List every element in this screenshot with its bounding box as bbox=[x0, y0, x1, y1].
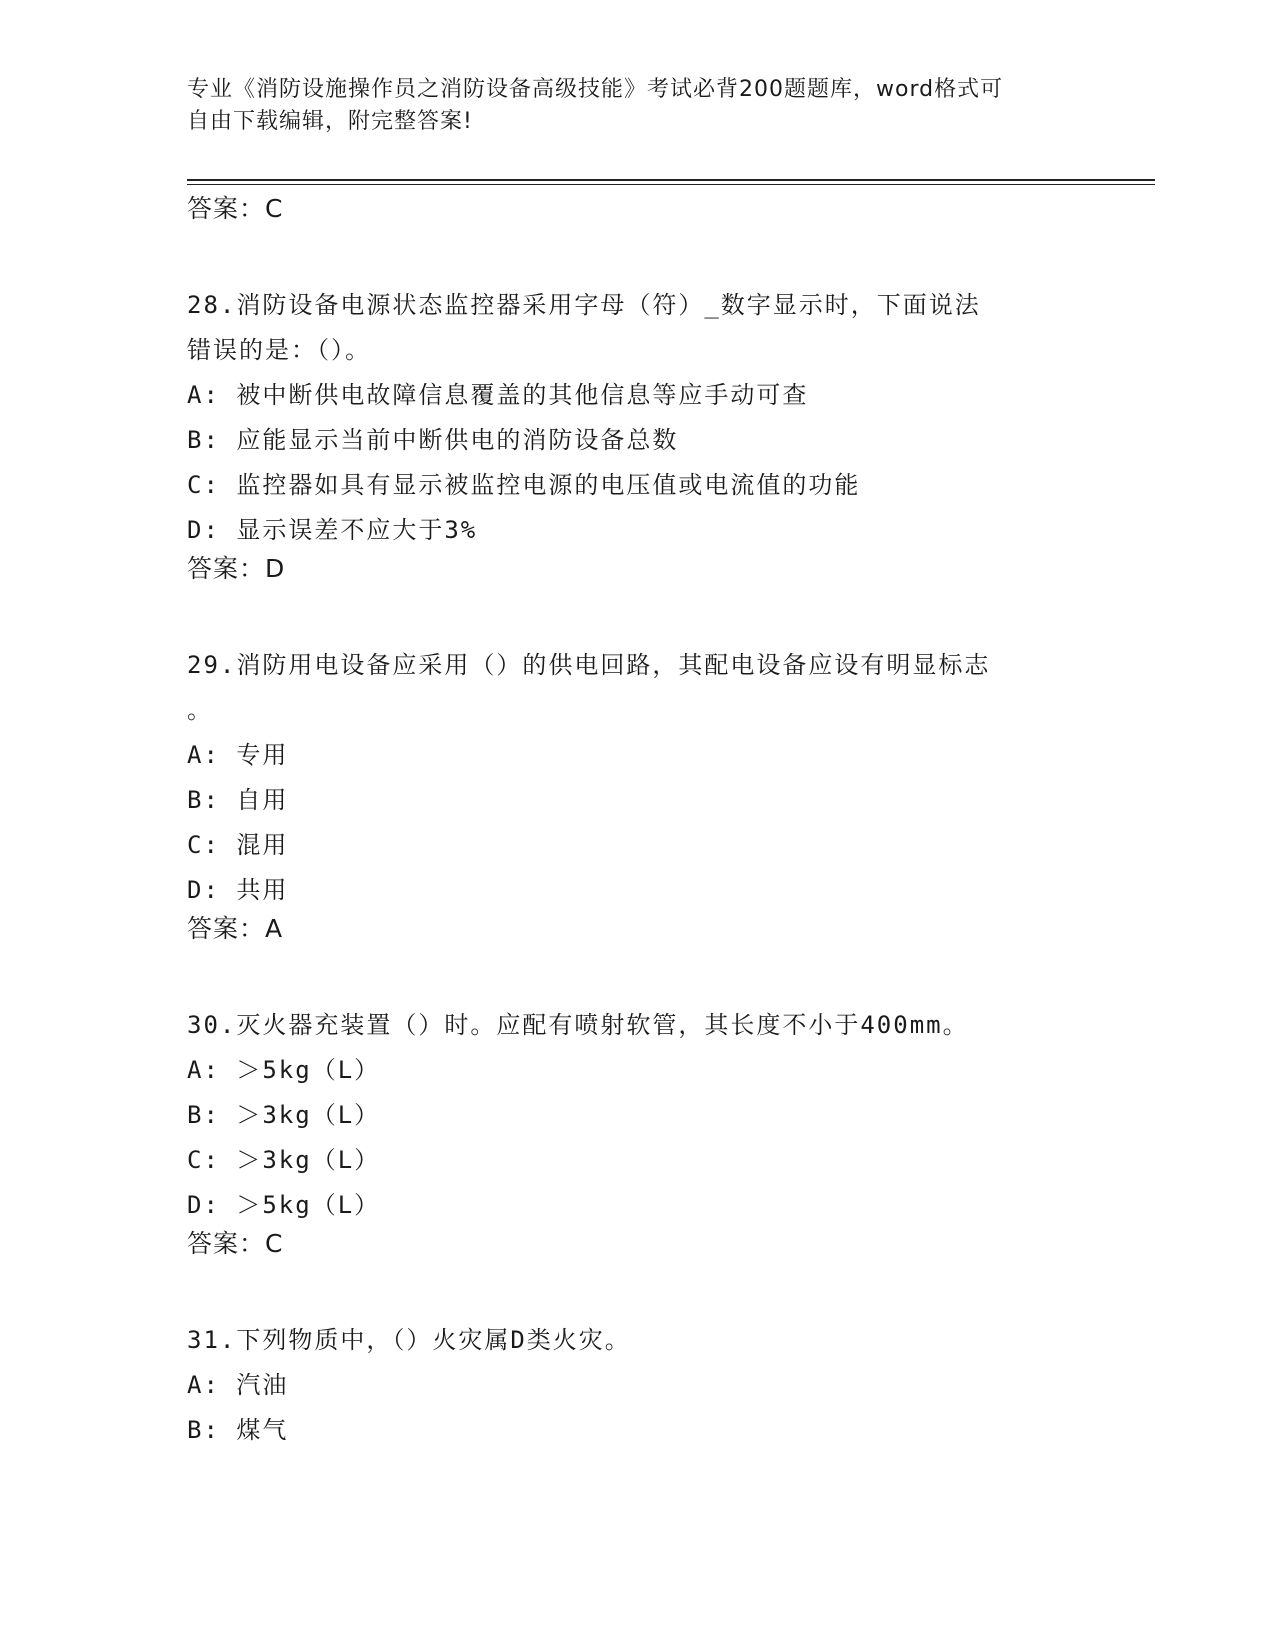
option-d: D: 显示误差不应大于3% bbox=[187, 516, 478, 544]
option-a: A: ＞5kg（L） bbox=[187, 1056, 381, 1084]
question-text: 28.消防设备电源状态监控器采用字母（符）_数字显示时，下面说法 bbox=[187, 291, 981, 319]
header-rule-thin bbox=[187, 184, 1155, 185]
option-a: A: 被中断供电故障信息覆盖的其他信息等应手动可查 bbox=[187, 381, 809, 409]
option-c: C: 监控器如具有显示被监控电源的电压值或电流值的功能 bbox=[187, 471, 861, 499]
answer-line: 答案：C bbox=[187, 194, 284, 223]
option-c: C: 混用 bbox=[187, 831, 289, 859]
option-a: A: 专用 bbox=[187, 741, 289, 769]
option-b: B: 自用 bbox=[187, 786, 289, 814]
option-c: C: ＞3kg（L） bbox=[187, 1146, 381, 1174]
option-d: D: ＞5kg（L） bbox=[187, 1191, 381, 1219]
question-list bbox=[187, 193, 1087, 1453]
question-block bbox=[187, 1003, 1087, 1260]
question-block bbox=[187, 283, 1087, 585]
question-text-cont: 错误的是：（）。 bbox=[187, 336, 371, 364]
option-b: B: 煤气 bbox=[187, 1416, 289, 1444]
document-header bbox=[187, 74, 1067, 138]
option-a: A: 汽油 bbox=[187, 1371, 289, 1399]
option-b: B: 应能显示当前中断供电的消防设备总数 bbox=[187, 426, 679, 454]
question-text: 31.下列物质中，（）火灾属D类火灾。 bbox=[187, 1326, 631, 1354]
question-text: 29.消防用电设备应采用（）的供电回路，其配电设备应设有明显标志 bbox=[187, 651, 991, 679]
answer-line: 答案：D bbox=[187, 554, 286, 583]
header-rule-thick bbox=[187, 179, 1155, 181]
header-line-2: 自由下载编辑，附完整答案! bbox=[187, 109, 473, 134]
answer-line: 答案：C bbox=[187, 1229, 284, 1258]
question-block bbox=[187, 1318, 1087, 1453]
option-d: D: 共用 bbox=[187, 876, 289, 904]
question-text: 30.灭火器充装置（）时。应配有喷射软管，其长度不小于400mm。 bbox=[187, 1011, 969, 1039]
question-text-cont: 。 bbox=[187, 696, 213, 724]
header-line-1: 专业《消防设施操作员之消防设备高级技能》考试必背200题题库，word格式可 bbox=[187, 77, 1004, 102]
answer-line: 答案：A bbox=[187, 914, 284, 943]
option-b: B: ＞3kg（L） bbox=[187, 1101, 381, 1129]
question-block bbox=[187, 643, 1087, 945]
